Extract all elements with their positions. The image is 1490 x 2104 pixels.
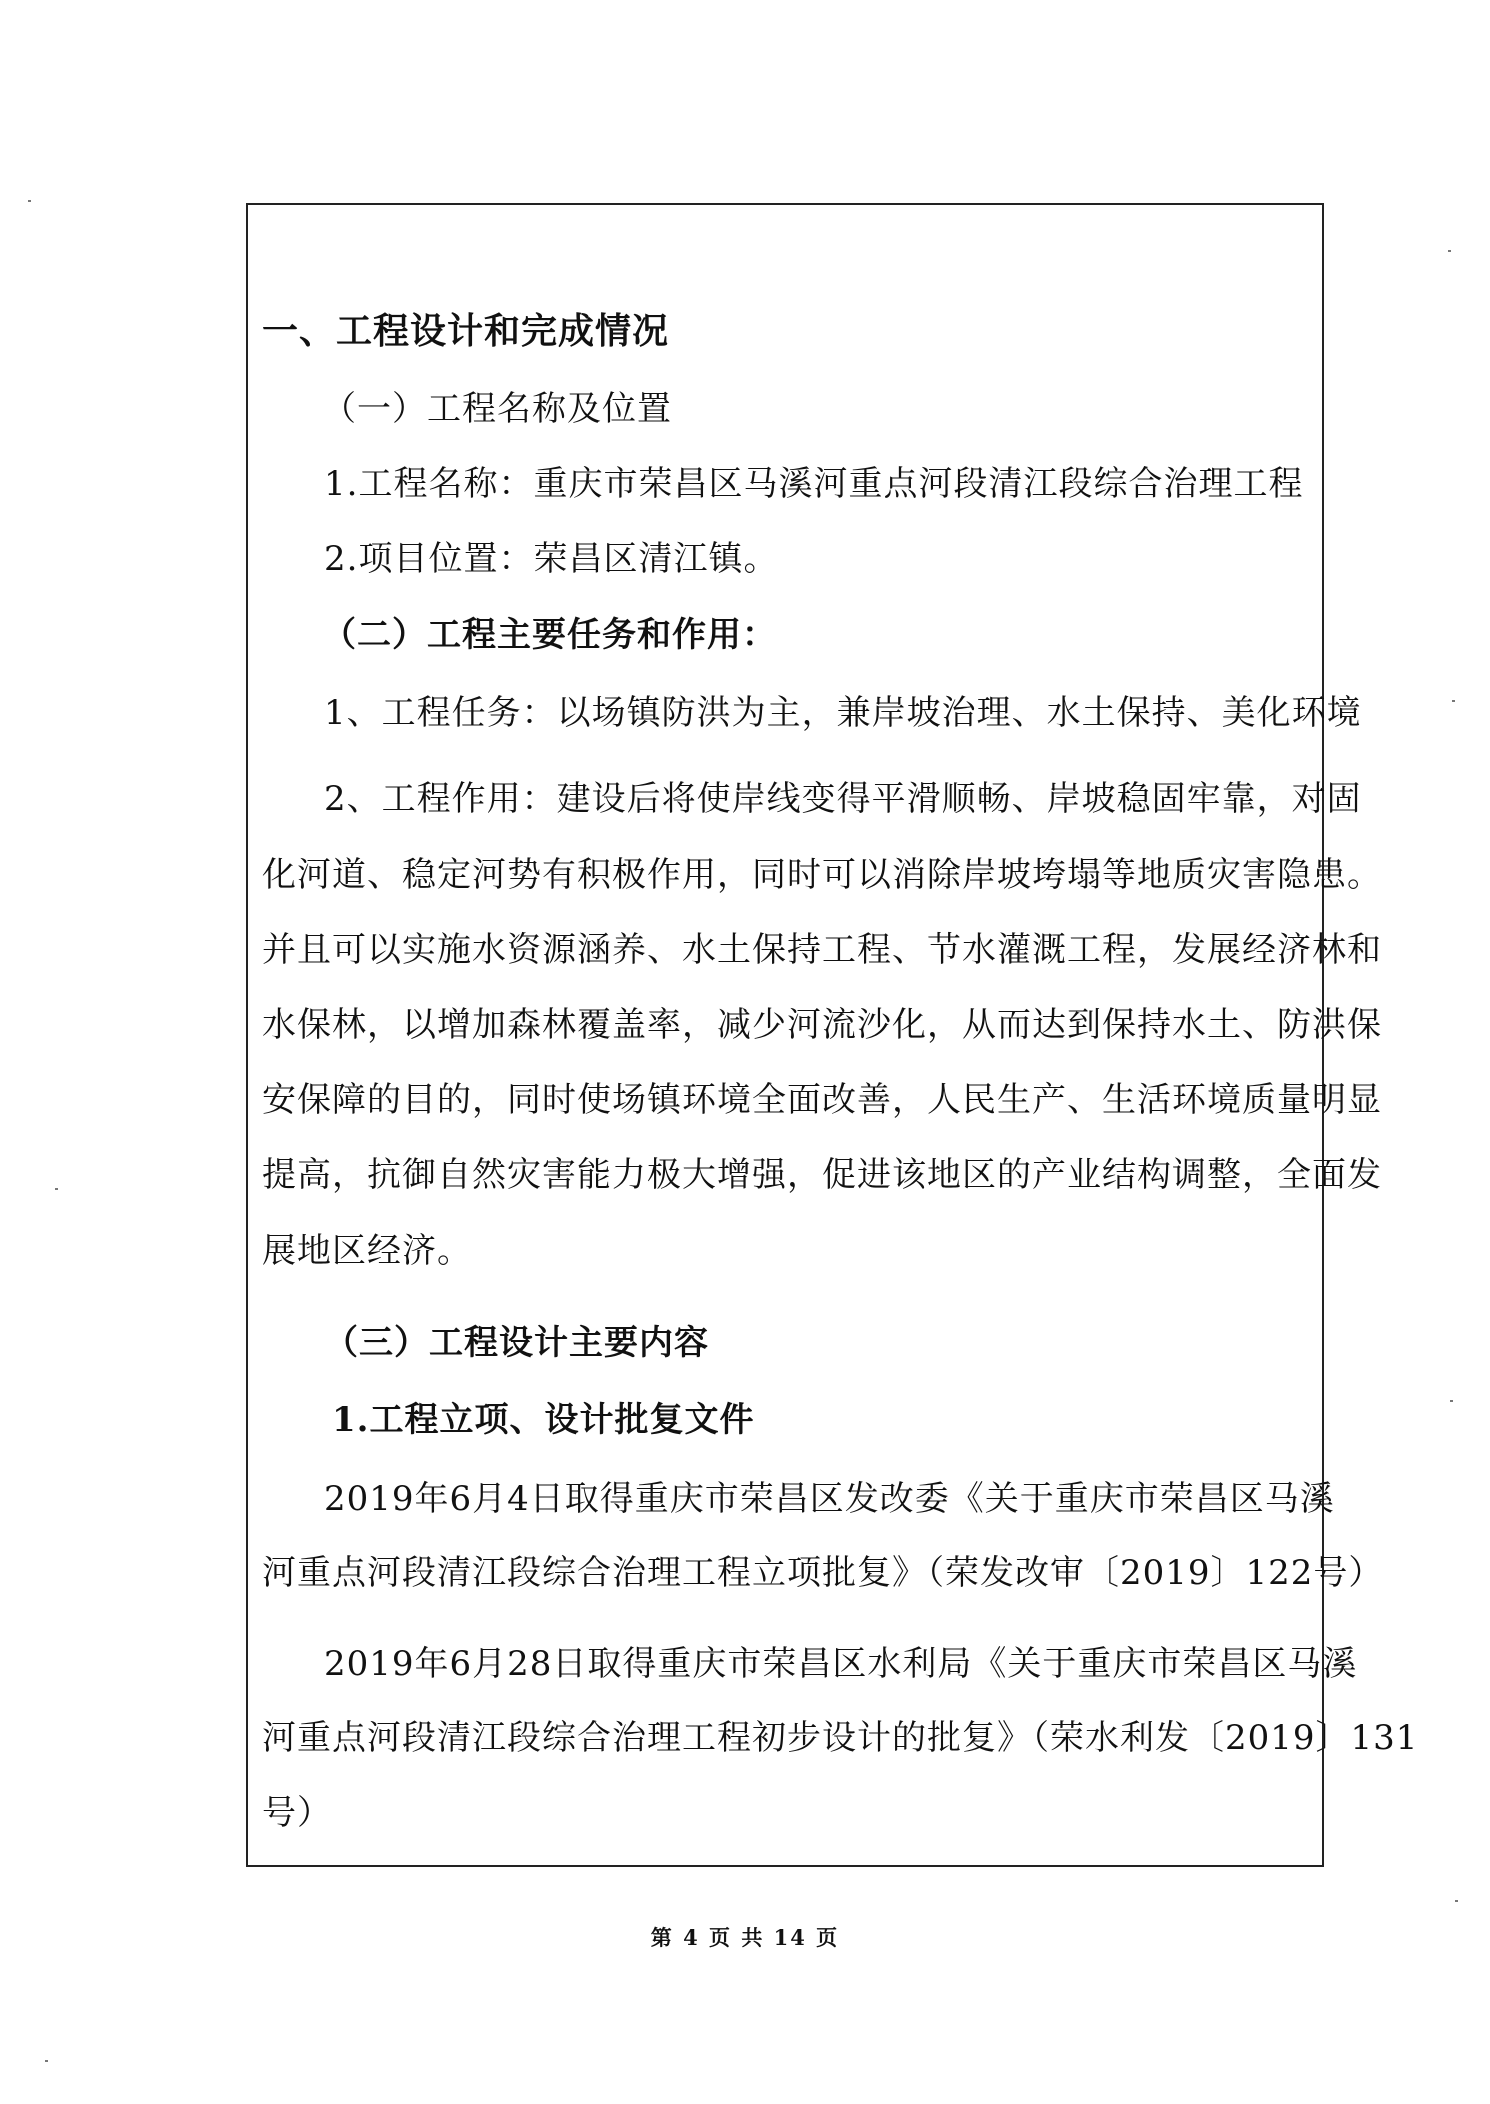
approval-para-2-line-3: 号） bbox=[262, 1793, 332, 1833]
page-footer: 第 4 页 共 14 页 bbox=[650, 1925, 840, 1950]
section-heading: 一、工程设计和完成情况 bbox=[262, 310, 670, 352]
project-task-item: 1、工程任务：以场镇防洪为主，兼岸坡治理、水土保持、美化环境 bbox=[324, 693, 1362, 733]
scan-speck bbox=[1448, 250, 1451, 252]
project-name-item: 1.工程名称：重庆市荣昌区马溪河重点河段清江段综合治理工程 bbox=[324, 464, 1304, 504]
project-role-line-4: 水保林，以增加森林覆盖率，减少河流沙化，从而达到保持水土、防洪保 bbox=[262, 1005, 1382, 1045]
project-role-line-2: 化河道、稳定河势有积极作用，同时可以消除岸坡垮塌等地质灾害隐患。 bbox=[262, 855, 1382, 895]
approval-docs-title: 1.工程立项、设计批复文件 bbox=[332, 1400, 755, 1440]
scan-speck bbox=[1455, 1900, 1458, 1902]
approval-para-2-line-1: 2019年6月28日取得重庆市荣昌区水利局《关于重庆市荣昌区马溪 bbox=[324, 1644, 1358, 1684]
scan-speck bbox=[28, 200, 31, 202]
scan-speck bbox=[1452, 700, 1455, 702]
approval-para-1-line-2: 河重点河段清江段综合治理工程立项批复》（荣发改审〔2019〕122号） bbox=[262, 1553, 1384, 1593]
subsection-3-title: （三）工程设计主要内容 bbox=[324, 1323, 709, 1363]
project-role-line-3: 并且可以实施水资源涵养、水土保持工程、节水灌溉工程，发展经济林和 bbox=[262, 930, 1382, 970]
project-role-line-6: 提高，抗御自然灾害能力极大增强，促进该地区的产业结构调整，全面发 bbox=[262, 1155, 1382, 1195]
project-role-line-7: 展地区经济。 bbox=[262, 1231, 472, 1271]
scan-speck bbox=[45, 2060, 48, 2062]
project-location-item: 2.项目位置：荣昌区清江镇。 bbox=[324, 539, 779, 579]
approval-para-2-line-2: 河重点河段清江段综合治理工程初步设计的批复》（荣水利发〔2019〕131 bbox=[262, 1718, 1419, 1758]
subsection-1-title: （一）工程名称及位置 bbox=[322, 389, 672, 429]
project-role-line-1: 2、工程作用：建设后将使岸线变得平滑顺畅、岸坡稳固牢靠，对固 bbox=[324, 779, 1362, 819]
scan-speck bbox=[1450, 1400, 1453, 1402]
project-role-line-5: 安保障的目的，同时使场镇环境全面改善，人民生产、生活环境质量明显 bbox=[262, 1080, 1382, 1120]
subsection-2-title: （二）工程主要任务和作用： bbox=[322, 615, 777, 655]
scan-speck bbox=[55, 1188, 58, 1190]
approval-para-1-line-1: 2019年6月4日取得重庆市荣昌区发改委《关于重庆市荣昌区马溪 bbox=[324, 1479, 1335, 1519]
